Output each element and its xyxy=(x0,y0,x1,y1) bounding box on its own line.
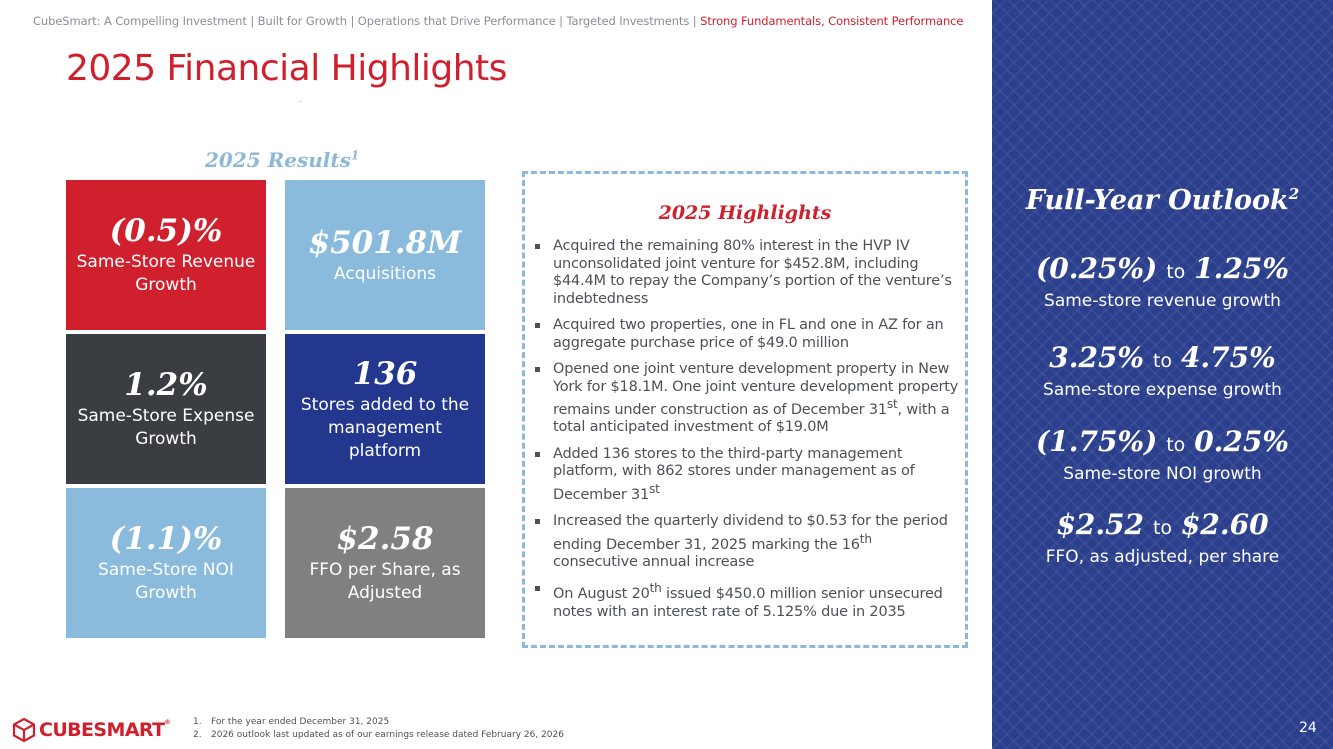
list-item-text: consecutive annual increase xyxy=(553,553,755,570)
outlook-low: (0.25%) xyxy=(1036,252,1158,285)
list-item-text: On August 20 xyxy=(553,586,650,603)
outlook-label: FFO, as adjusted, per share xyxy=(1045,547,1280,567)
tile-same-store-noi-growth xyxy=(66,488,266,638)
footnote xyxy=(193,716,564,729)
square-bullet-icon xyxy=(535,586,540,591)
results-footnote-ref: 1 xyxy=(350,148,360,163)
list-item xyxy=(535,238,960,308)
outlook-item xyxy=(992,425,1333,485)
tile-label: Same-Store Expense Growth xyxy=(77,406,255,449)
tile-label: Acquisitions xyxy=(334,263,436,284)
square-bullet-icon xyxy=(535,452,540,457)
footnote-number: 1. xyxy=(193,717,202,727)
outlook-footnote-ref: 2 xyxy=(1288,185,1300,203)
list-item xyxy=(535,580,960,621)
footnote-text: 2026 outlook last updated as of our earnings release dated February 26, 2026 xyxy=(211,730,564,740)
logo-name: CUBESMART xyxy=(39,719,165,741)
list-item xyxy=(535,513,960,571)
breadcrumb-separator: | xyxy=(692,14,701,28)
highlights-title: 2025 Highlights xyxy=(658,202,832,224)
tile-value: 1.2% xyxy=(124,367,208,403)
highlights-list xyxy=(535,238,960,630)
outlook-range xyxy=(992,252,1333,289)
outlook-range xyxy=(992,508,1333,545)
tile-value: 136 xyxy=(352,355,418,392)
tile-value: (0.5)% xyxy=(109,213,223,249)
footnote xyxy=(193,729,564,742)
footnote-text: For the year ended December 31, 2025 xyxy=(211,717,390,727)
list-item-text: Acquired two properties, one in FL and one in AZ for an aggregate purchase price of $49.0 million xyxy=(553,317,944,351)
breadcrumb-item[interactable]: Targeted Investments xyxy=(566,14,690,28)
outlook-range xyxy=(992,425,1333,462)
list-item-text: Opened one joint venture development property in New York for $18.1M. One joint venture development property remains under construction as of December 31 xyxy=(553,361,959,418)
breadcrumb-item[interactable]: Built for Growth xyxy=(257,14,347,28)
list-item-text: Acquired the remaining 80% interest in the HVP IV unconsolidated joint venture for $452.8M, including $44.4M to repay the Company’s portion of the venture’s indebtedness xyxy=(553,238,952,307)
outlook-high: $2.60 xyxy=(1180,508,1269,541)
cubesmart-logo[interactable] xyxy=(12,718,170,742)
ordinal-suffix: st xyxy=(886,397,898,411)
outlook-low: 3.25% xyxy=(1049,341,1145,374)
page-title: 2025 Financial Highlights xyxy=(66,48,507,89)
outlook-item xyxy=(992,508,1333,568)
breadcrumb-item-active[interactable]: Strong Fundamentals, Consistent Performance xyxy=(700,14,964,28)
outlook-connector: to xyxy=(1166,261,1186,283)
list-item xyxy=(535,361,960,437)
square-bullet-icon xyxy=(535,367,540,372)
ordinal-suffix: th xyxy=(859,531,872,546)
outlook-title-text: Full-Year Outlook xyxy=(1025,185,1289,216)
logo-wordmark xyxy=(39,719,170,741)
breadcrumb-item[interactable]: Operations that Drive Performance xyxy=(357,14,556,28)
footnote-number: 2. xyxy=(193,730,202,740)
outlook-range xyxy=(992,341,1333,378)
outlook-low: $2.52 xyxy=(1056,508,1145,541)
outlook-label: Same-store expense growth xyxy=(1043,380,1282,400)
tile-stores-added xyxy=(285,334,485,484)
footnotes xyxy=(193,716,564,742)
list-item-text: Added 136 stores to the third-party management platform, with 862 stores under management as of December 31 xyxy=(553,445,915,503)
list-item-text: issued $450.0 million senior unsecured notes with an interest rate of 5.125% due in 2035 xyxy=(553,586,943,620)
decorative-dot xyxy=(300,101,301,102)
highlights-box xyxy=(522,171,968,648)
outlook-low: (1.75%) xyxy=(1036,425,1158,458)
results-heading xyxy=(205,148,359,172)
square-bullet-icon xyxy=(535,519,540,524)
tile-label: FFO per Share, as Adjusted xyxy=(309,560,461,603)
outlook-item xyxy=(992,252,1333,312)
tile-value: $501.8M xyxy=(308,224,462,261)
tile-acquisitions xyxy=(285,180,485,330)
tile-same-store-revenue-growth xyxy=(66,180,266,330)
outlook-connector: to xyxy=(1152,517,1173,539)
outlook-label: Same-store NOI growth xyxy=(1063,464,1262,484)
outlook-connector: to xyxy=(1166,434,1186,456)
results-heading-text: 2025 Results xyxy=(205,148,351,172)
tile-value: $2.58 xyxy=(336,521,434,557)
breadcrumb-separator: | xyxy=(250,14,258,28)
list-item xyxy=(535,446,960,504)
outlook-item xyxy=(992,341,1333,401)
outlook-connector: to xyxy=(1152,350,1173,372)
outlook-title xyxy=(992,185,1333,216)
outlook-high: 4.75% xyxy=(1180,341,1276,374)
tile-ffo-per-share xyxy=(285,488,485,638)
tile-label: Stores added to the management platform xyxy=(300,394,470,461)
tile-label: Same-Store Revenue Growth xyxy=(76,252,256,295)
ordinal-suffix: th xyxy=(649,581,662,596)
outlook-label: Same-store revenue growth xyxy=(1044,291,1281,311)
square-bullet-icon xyxy=(535,323,540,328)
outlook-panel xyxy=(992,0,1333,749)
outlook-high: 1.25% xyxy=(1194,252,1289,285)
list-item xyxy=(535,317,960,352)
tile-value: (1.1)% xyxy=(109,521,223,557)
square-bullet-icon xyxy=(535,244,540,249)
page-number: 24 xyxy=(1299,720,1317,736)
cube-logo-icon xyxy=(12,718,36,742)
breadcrumb-separator: | xyxy=(350,14,358,28)
breadcrumb xyxy=(33,14,963,28)
ordinal-suffix: st xyxy=(649,481,660,496)
breadcrumb-item[interactable]: CubeSmart: A Compelling Investment xyxy=(33,14,247,28)
tile-label: Same-Store NOI Growth xyxy=(98,560,234,603)
list-item-text: Increased the quarterly dividend to $0.53 for the period ending December 31, 2025 marking the 16 xyxy=(553,513,948,553)
list-item-text: , with a total anticipated investment of $19.0M xyxy=(553,401,950,436)
outlook-high: 0.25% xyxy=(1194,425,1289,458)
trademark-symbol: ® xyxy=(164,719,170,726)
breadcrumb-separator: | xyxy=(559,14,567,28)
tile-same-store-expense-growth xyxy=(66,334,266,484)
